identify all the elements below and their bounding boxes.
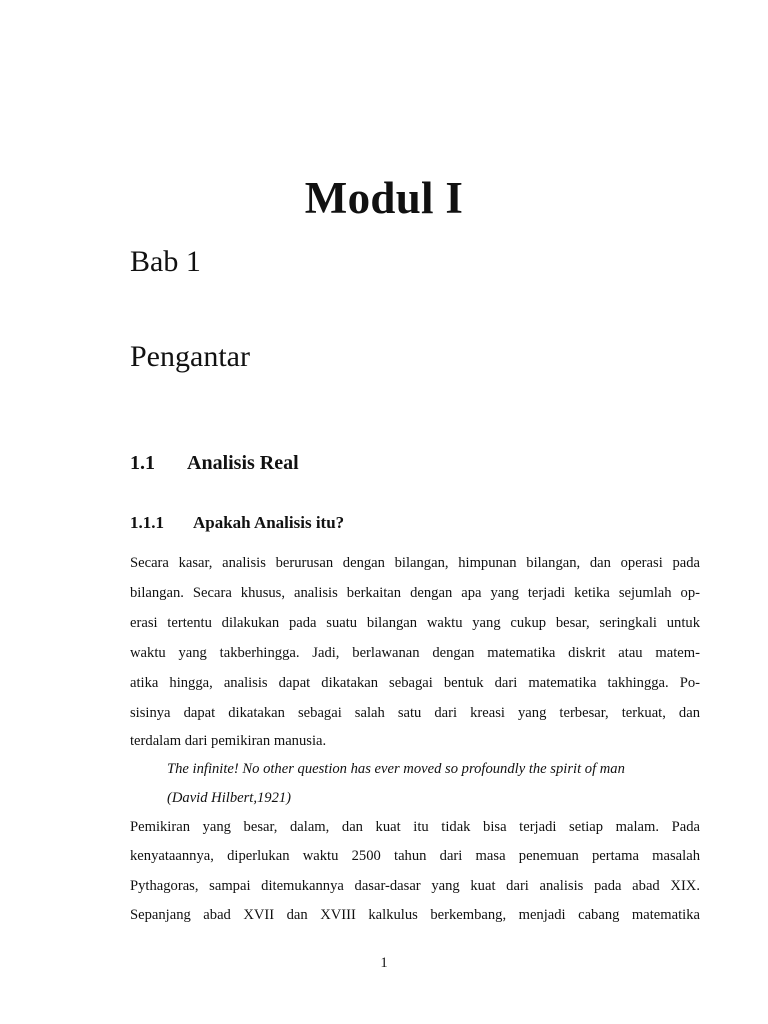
subsection-number: 1.1.1 bbox=[130, 513, 164, 532]
quote-text: The infinite! No other question has ever moved so profoundly the spirit of man bbox=[167, 761, 625, 777]
paragraph-line: Pemikiran yang besar, dalam, dan kuat itu tidak bisa terjadi setiap malam. Pada bbox=[130, 819, 700, 835]
paragraph-line: terdalam dari pemikiran manusia. bbox=[130, 733, 327, 749]
paragraph-line: erasi tertentu dilakukan pada suatu bilangan waktu yang cukup besar, seringkali untuk bbox=[130, 615, 700, 631]
section-title: Analisis Real bbox=[187, 452, 299, 474]
paragraph-line: kenyataannya, diperlukan waktu 2500 tahun dari masa penemuan pertama masalah bbox=[130, 848, 700, 864]
paragraph-line: waktu yang takberhingga. Jadi, berlawanan dengan matematika diskrit atau matem- bbox=[130, 645, 700, 661]
chapter-label: Bab 1 bbox=[130, 245, 201, 278]
paragraph-line: bilangan. Secara khusus, analisis berkaitan dengan apa yang terjadi ketika sejumlah op- bbox=[130, 585, 700, 601]
section-number: 1.1 bbox=[130, 452, 155, 474]
paragraph-line: atika hingga, analisis dapat dikatakan sebagai bentuk dari matematika takhingga. Po- bbox=[130, 675, 700, 691]
paragraph-line: Sepanjang abad XVII dan XVIII kalkulus berkembang, menjadi cabang matematika bbox=[130, 907, 700, 923]
subsection-title: Apakah Analisis itu? bbox=[193, 513, 345, 532]
paragraph-line: sisinya dapat dikatakan sebagai salah satu dari kreasi yang terbesar, terkuat, dan bbox=[130, 705, 700, 721]
section-heading bbox=[130, 452, 299, 475]
module-title: Modul I bbox=[304, 173, 464, 223]
chapter-title: Pengantar bbox=[130, 340, 250, 373]
page-number: 1 bbox=[380, 955, 388, 971]
subsection-heading bbox=[130, 513, 344, 533]
paragraph-line: Secara kasar, analisis berurusan dengan bilangan, himpunan bilangan, dan operasi pada bbox=[130, 555, 700, 571]
paragraph-line: Pythagoras, sampai ditemukannya dasar-dasar yang kuat dari analisis pada abad XIX. bbox=[130, 878, 700, 894]
quote-attribution: (David Hilbert,1921) bbox=[167, 790, 292, 806]
